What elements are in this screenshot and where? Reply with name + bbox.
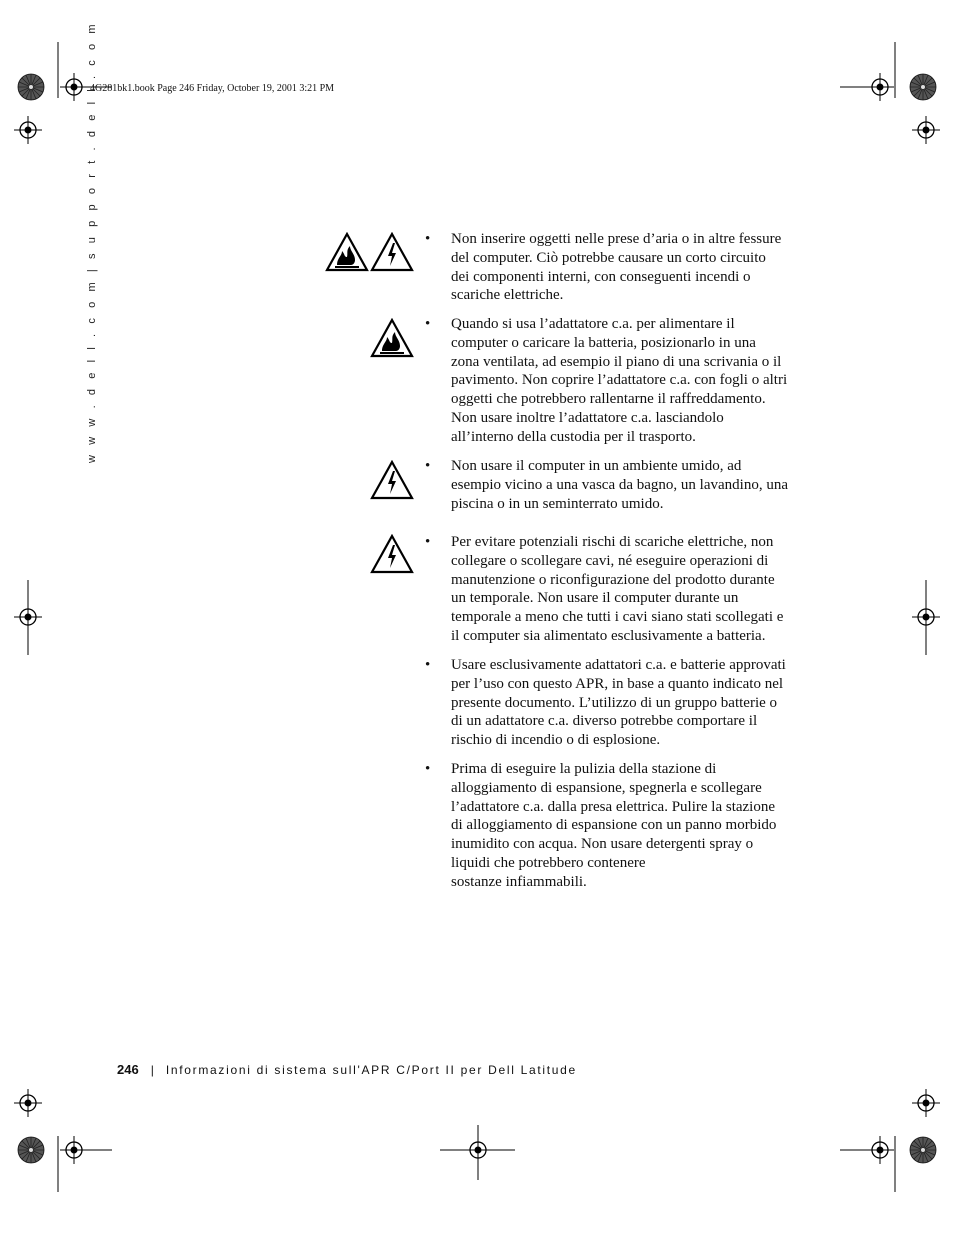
list-item-text: Non inserire oggetti nelle prese d’aria o in altre fessure del computer. Ciò potrebbe causare un corto circuito dei componenti interni, con conseguenti incendi o scariche elettriche.: [451, 231, 782, 304]
list-item-text: Usare esclusivamente adattatori c.a. e batterie approvati per l’uso con questo APR, in base a quanto indicato nel presente documento. L’utilizzo di un gruppo batterie o di un adattatore c.a. diverso potrebbe comportare il rischio di incendio o di esplosione.: [451, 657, 786, 749]
bullet: •: [425, 534, 431, 550]
bullet: •: [425, 761, 431, 777]
list-item-text: Quando si usa l’adattatore c.a. per alimentare il computer o caricare la batteria, posizionarlo in una zona ventilata, ad esempio il piano di una scrivania o il pavimento. Non coprire l’adattatore c.a. con fogli o altri oggetti che potrebbero rallentarne il raffreddamento. Non usare inoltre l’adattatore c.a. lasciandolo all’interno della custodia per il trasporto.: [451, 316, 788, 445]
list-item-text: Non usare il computer in un ambiente umido, ad esempio vicino a una vasca da bagno, un lavandino, una piscina o in un seminterrato umido.: [451, 458, 788, 512]
page-footer: [117, 1062, 577, 1077]
bullet: •: [425, 657, 431, 673]
page-number: 246: [117, 1062, 139, 1077]
side-url: w w w . d e l l . c o m | s u p p o r t . d e l l . c o m: [86, 20, 98, 463]
electric-shock-warning-icon: [370, 232, 414, 272]
fire-warning-icon: [370, 318, 414, 358]
fire-warning-icon: [325, 232, 369, 272]
list-item-text: Prima di eseguire la pulizia della stazione di alloggiamento di espansione, spegnerla e scollegare l’adattatore c.a. dalla presa elettrica. Pulire la stazione di alloggiamento di espansione con un panno morbido inumidito con acqua. Non usare detergenti spray o liquidi che potrebbero contenere sostanze infiammabili.: [451, 761, 777, 890]
electric-shock-warning-icon: [370, 460, 414, 500]
file-note: 4G281bk1.book Page 246 Friday, October 19, 2001 3:21 PM: [90, 83, 335, 94]
bullet: •: [425, 316, 431, 332]
bullet: •: [425, 231, 431, 247]
list-item-text: Per evitare potenziali rischi di scariche elettriche, non collegare o scollegare cavi, né eseguire operazioni di manutenzione o riconfigurazione del prodotto durante un temporale. Non usare il computer durante un temporale a meno che tutti i cavi siano stati scollegati e il computer sia alimentato esclusivamente a batteria.: [451, 534, 784, 644]
bullet: •: [425, 458, 431, 474]
electric-shock-warning-icon: [370, 534, 414, 574]
footer-title: Informazioni di sistema sull'APR C/Port II per Dell Latitude: [165, 1063, 577, 1077]
footer-separator: |: [150, 1063, 154, 1077]
